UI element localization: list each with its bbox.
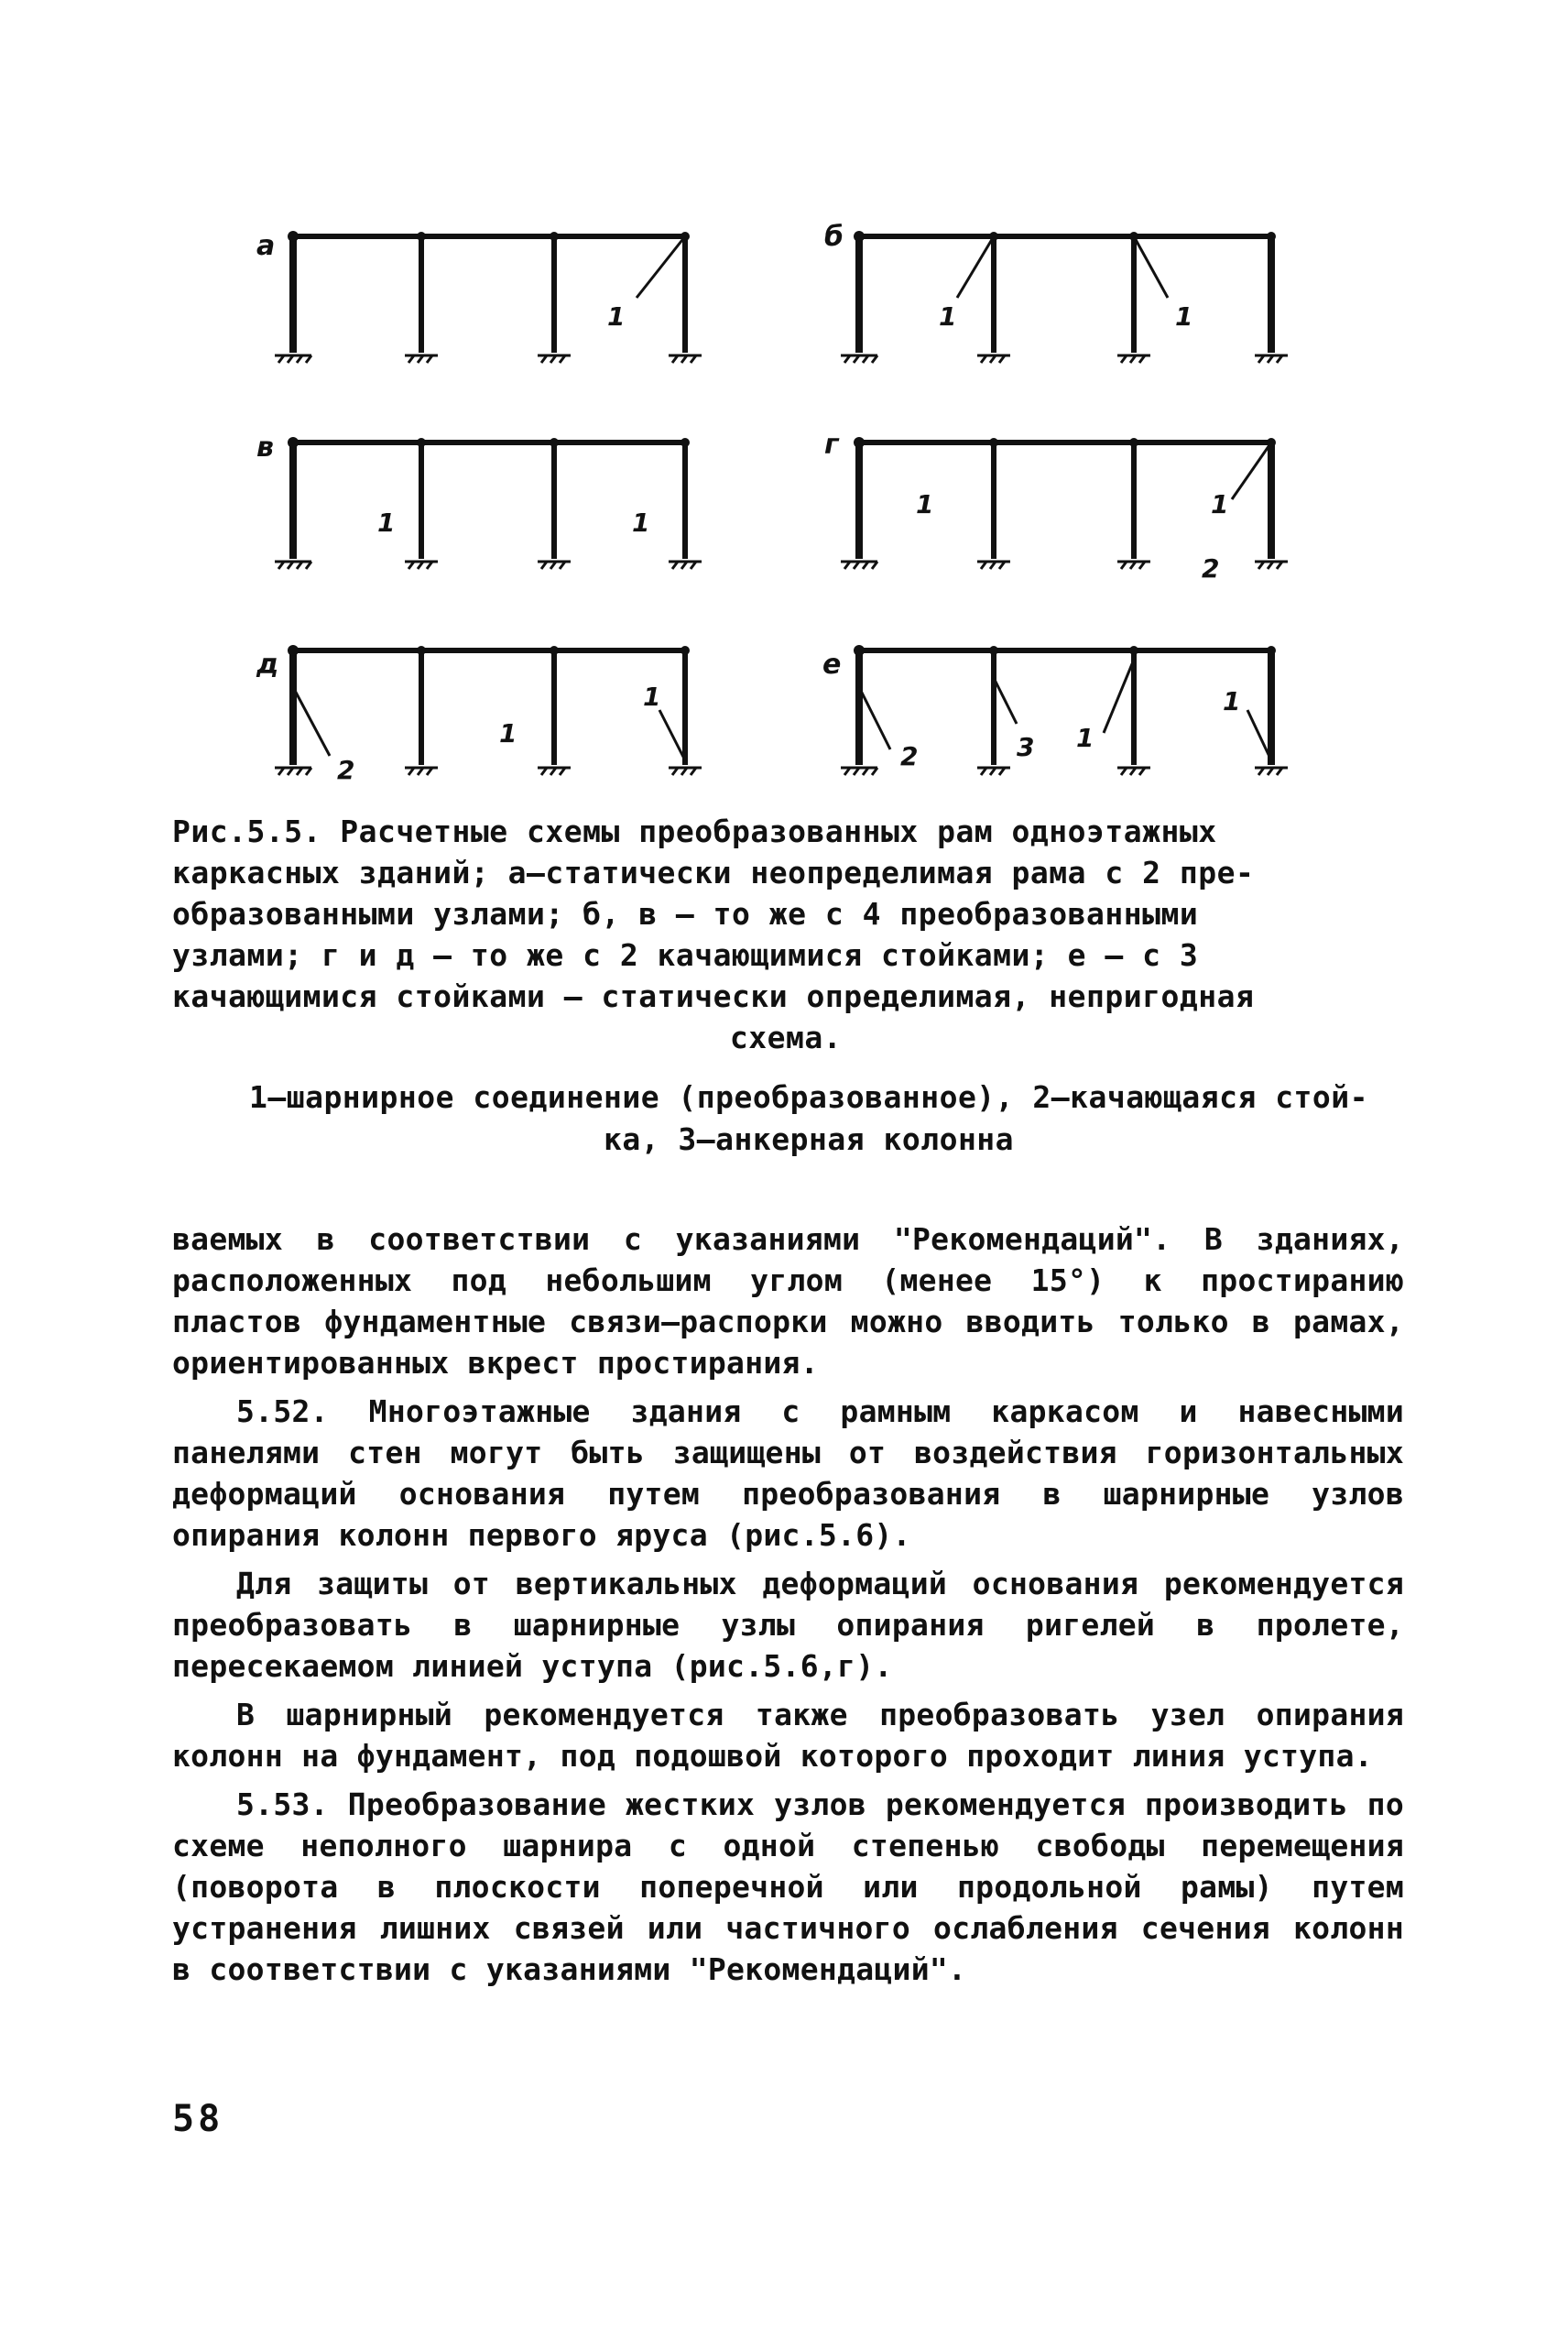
paragraph: В шарнирный рекомендуется также преобразовать узел опирания колонн на фундамент, под подошвой которого проходит линия уступа. bbox=[172, 1697, 1404, 1774]
page-number: 58 bbox=[172, 2098, 224, 2140]
caption-line: узлами; г и д – то же с 2 качающимися стойками; е – с 3 bbox=[172, 937, 1199, 973]
marker-e-4: 1 bbox=[1223, 686, 1241, 716]
marker-e-2: 3 bbox=[1017, 732, 1035, 762]
marker-e-1: 2 bbox=[900, 741, 919, 771]
caption-line: Рис.5.5. Расчетные схемы преобразованных рам одноэтажных bbox=[172, 814, 1217, 849]
scheme-label-d: д bbox=[256, 649, 279, 681]
scheme-label-e: е bbox=[822, 649, 842, 681]
paragraph: ваемых в соответствии с указаниями "Рекомендаций". В зданиях, расположенных под небольшим углом (менее 15°) к простиранию пластов фундаментные связи–распорки можно вводить только в рамах, ориентированных вкрест простирания. bbox=[172, 1221, 1404, 1381]
paragraph: 5.53. Преобразование жестких узлов рекомендуется производить по схеме неполного шарнира с одной степенью свободы перемещения (поворота в плоскости поперечной или продольной рамы) путем устранения лишних связей или частичного ослабления сечения колонн в соответствии с указаниями "Рекомендаций". bbox=[172, 1786, 1404, 1987]
marker-b-2: 1 bbox=[1175, 301, 1193, 332]
caption-line: качающимися стойками – статически определимая, непригодная bbox=[172, 978, 1255, 1014]
marker-g-2: 1 bbox=[1211, 489, 1229, 519]
scheme-label-v: в bbox=[256, 432, 274, 464]
caption-line: каркасных зданий; а–статически неопределимая рама с 2 пре- bbox=[172, 855, 1255, 890]
marker-g-3: 2 bbox=[1202, 553, 1220, 584]
marker-g-1: 1 bbox=[916, 489, 934, 519]
scheme-label-b: б bbox=[824, 221, 844, 253]
paragraph: Для защиты от вертикальных деформаций основания рекомендуется преобразовать в шарнирные узлы опирания ригелей в пролете, пересекаемом линией уступа (рис.5.6,г). bbox=[172, 1566, 1404, 1684]
legend-line: 1–шарнирное соединение (преобразованное), 2–качающаяся стой- bbox=[248, 1079, 1369, 1115]
body-text bbox=[172, 1218, 1404, 1997]
scheme-label-g: г bbox=[824, 429, 839, 461]
marker-b-1: 1 bbox=[939, 301, 957, 332]
marker-d-2: 1 bbox=[499, 718, 517, 748]
paragraph: 5.52. Многоэтажные здания с рамным каркасом и навесными панелями стен могут быть защищены от воздействия горизонтальных деформаций основания путем преобразования в шарнирные узлов опирания колонн первого яруса (рис.5.6). bbox=[172, 1393, 1404, 1553]
marker-d-3: 1 bbox=[643, 682, 661, 712]
scheme-a bbox=[275, 236, 702, 363]
marker-v-2: 1 bbox=[632, 508, 650, 538]
scheme-v bbox=[275, 442, 702, 569]
marker-a-1: 1 bbox=[607, 301, 626, 332]
figure-legend bbox=[172, 1076, 1445, 1161]
frame-schemes-figure bbox=[0, 0, 1568, 806]
scheme-b bbox=[841, 236, 1288, 363]
figure-caption bbox=[172, 811, 1399, 1058]
marker-d-1: 2 bbox=[337, 755, 355, 785]
marker-v-1: 1 bbox=[377, 508, 396, 538]
legend-line: ка, 3–анкерная колонна bbox=[603, 1121, 1015, 1157]
scheme-label-a: а bbox=[256, 230, 276, 262]
caption-line: образованными узлами; б, в – то же с 4 преобразованными bbox=[172, 896, 1199, 932]
marker-e-3: 1 bbox=[1076, 723, 1094, 753]
caption-line: схема. bbox=[729, 1020, 843, 1055]
